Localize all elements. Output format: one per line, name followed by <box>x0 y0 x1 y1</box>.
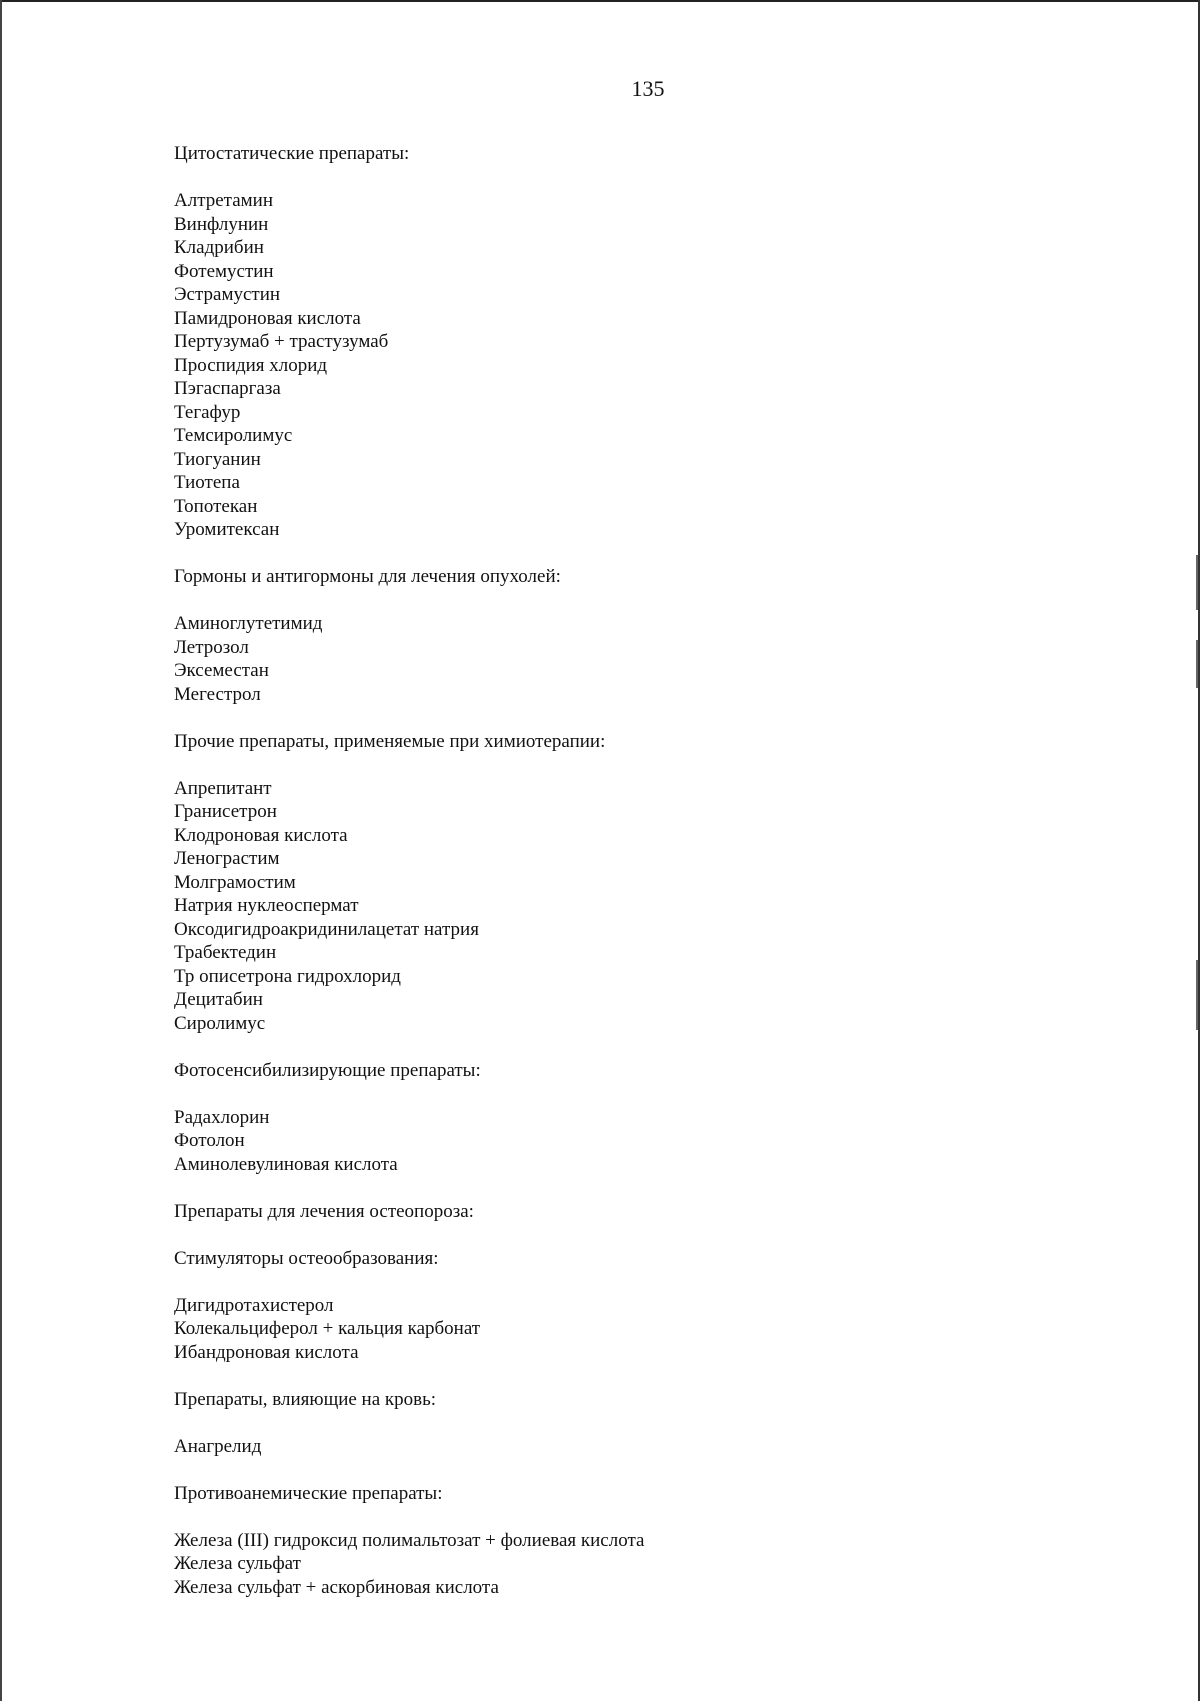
drug-item: Тегафур <box>174 401 241 423</box>
drug-item: Железа сульфат <box>174 1553 301 1574</box>
drug-list <box>174 612 1074 706</box>
drug-item: Фотемустин <box>174 260 274 282</box>
drug-item: Эстрамустин <box>174 284 281 305</box>
drug-item: Пэгаспаргаза <box>174 378 281 399</box>
drug-item: Клодроновая кислота <box>174 824 348 846</box>
drug-item: Сиролимус <box>174 1012 266 1034</box>
section <box>174 142 1074 565</box>
drug-list <box>174 777 1074 1036</box>
drug-item: Трабектедин <box>174 942 277 963</box>
drug-item: Алтретамин <box>174 190 273 211</box>
page-number: 135 <box>631 76 665 101</box>
document-body <box>174 142 1074 1623</box>
drug-item: Молграмостим <box>174 871 296 893</box>
section-heading: Препараты для лечения остеопороза: <box>174 1200 474 1222</box>
drug-list <box>174 189 1074 542</box>
section-heading: Фотосенсибилизирующие препараты: <box>174 1059 481 1081</box>
drug-item: Топотекан <box>174 495 258 517</box>
section-heading: Гормоны и антигормоны для лечения опухолей: <box>174 566 561 587</box>
drug-item: Памидроновая кислота <box>174 307 361 329</box>
drug-list <box>174 1529 1074 1600</box>
drug-item: Пертузумаб + трастузумаб <box>174 331 389 352</box>
drug-item: Летрозол <box>174 636 249 658</box>
drug-list <box>174 1294 1074 1365</box>
drug-item: Анагрелид <box>174 1435 262 1457</box>
scan-edge-left <box>0 0 2 1701</box>
drug-item: Радахлорин <box>174 1106 270 1128</box>
drug-item: Железа сульфат + аскорбиновая кислота <box>174 1576 499 1598</box>
drug-item: Колекальциферол + кальция карбонат <box>174 1318 481 1339</box>
scan-mark <box>1196 640 1198 688</box>
section <box>174 565 1074 730</box>
drug-item: Тр описетрона гидрохлорид <box>174 965 401 987</box>
drug-item: Натрия нуклеоспермат <box>174 895 359 916</box>
section <box>174 1482 1074 1623</box>
section <box>174 1059 1074 1200</box>
drug-item: Дигидротахистерол <box>174 1294 334 1316</box>
drug-item: Мегестрол <box>174 683 261 705</box>
drug-item: Эксеместан <box>174 660 269 681</box>
drug-item: Проспидия хлорид <box>174 354 328 376</box>
drug-item: Ибандроновая кислота <box>174 1341 359 1363</box>
drug-item: Децитабин <box>174 989 263 1010</box>
section-heading: Цитостатические препараты: <box>174 143 410 164</box>
drug-item: Фотолон <box>174 1130 245 1151</box>
drug-list <box>174 1106 1074 1177</box>
section <box>174 730 1074 1059</box>
section-heading: Противоанемические препараты: <box>174 1482 443 1504</box>
drug-item: Уромитексан <box>174 519 280 540</box>
section-heading: Прочие препараты, применяемые при химиотерапии: <box>174 730 606 752</box>
section <box>174 1388 1074 1482</box>
drug-item: Темсиролимус <box>174 425 293 446</box>
section-heading: Препараты, влияющие на кровь: <box>174 1388 437 1410</box>
drug-item: Апрепитант <box>174 777 272 799</box>
drug-item: Винфлунин <box>174 213 269 235</box>
drug-item: Ленограстим <box>174 848 280 869</box>
section <box>174 1200 1074 1247</box>
drug-item: Железа (III) гидроксид полимальтозат + фолиевая кислота <box>174 1529 645 1551</box>
drug-list <box>174 1435 1074 1459</box>
scan-mark <box>1196 960 1198 1030</box>
drug-item: Аминоглутетимид <box>174 613 323 634</box>
section-heading: Стимуляторы остеообразования: <box>174 1247 439 1269</box>
section <box>174 1247 1074 1388</box>
drug-item: Оксодигидроакридинилацетат натрия <box>174 918 479 940</box>
scan-mark <box>1196 555 1198 610</box>
drug-item: Аминолевулиновая кислота <box>174 1153 398 1175</box>
drug-item: Тиогуанин <box>174 448 261 470</box>
drug-item: Кладрибин <box>174 237 264 258</box>
scan-edge-top <box>0 0 1200 2</box>
drug-item: Тиотепа <box>174 472 240 493</box>
drug-item: Гранисетрон <box>174 801 277 822</box>
